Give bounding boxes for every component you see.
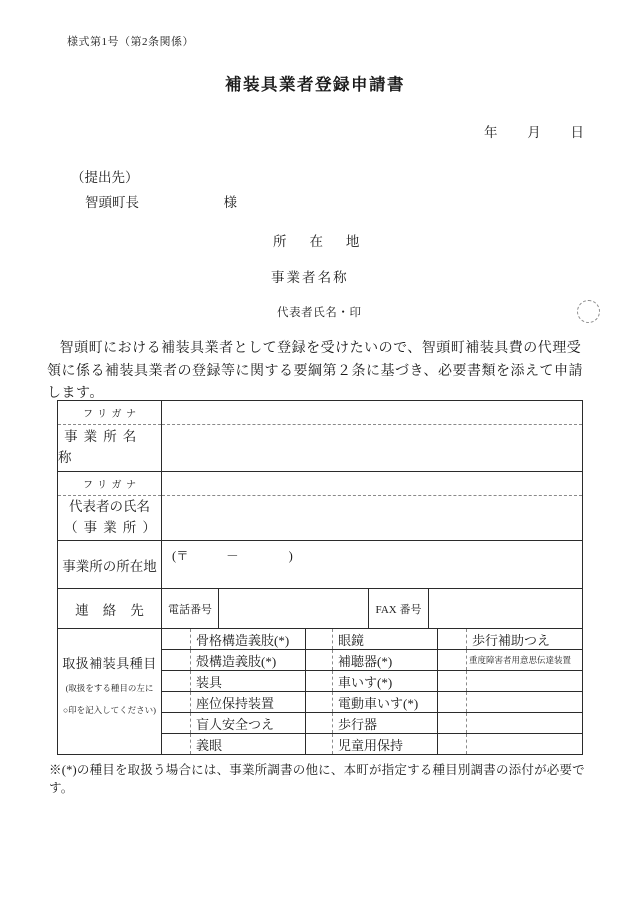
representative-name-input-cell bbox=[162, 472, 582, 540]
addressee-line bbox=[85, 191, 237, 211]
items-column-3 bbox=[438, 629, 582, 754]
item-row bbox=[306, 650, 437, 671]
office-name-furigana-input[interactable] bbox=[162, 401, 582, 425]
fax-label: FAX 番号 bbox=[369, 589, 429, 628]
item-mark-cell[interactable] bbox=[438, 692, 467, 712]
item-row bbox=[306, 692, 437, 713]
honorific-label: 様 bbox=[223, 195, 237, 210]
item-mark-cell[interactable] bbox=[162, 671, 191, 691]
item-row bbox=[438, 650, 582, 671]
representative-name-row bbox=[58, 472, 582, 541]
item-row bbox=[306, 671, 437, 692]
mayor-name: 智頭町長 bbox=[85, 195, 139, 210]
item-row bbox=[438, 629, 582, 650]
representative-seal-label: 代表者氏名・印 bbox=[277, 307, 362, 319]
item-label: 眼鏡 bbox=[338, 632, 365, 648]
item-mark-cell[interactable] bbox=[306, 713, 333, 733]
office-address-input[interactable] bbox=[162, 541, 582, 588]
item-label: 骨格構造義肢(*) bbox=[196, 632, 290, 648]
item-mark-cell[interactable] bbox=[438, 671, 467, 691]
fax-input[interactable] bbox=[429, 589, 582, 628]
item-row bbox=[162, 734, 305, 754]
representative-name-label-line2: （事業所） bbox=[64, 520, 162, 535]
item-label: 電動車いす(*) bbox=[338, 695, 419, 711]
item-mark-cell[interactable] bbox=[438, 734, 467, 754]
item-row bbox=[162, 671, 305, 692]
item-mark-cell[interactable] bbox=[306, 671, 333, 691]
seal-stamp-placeholder-icon bbox=[577, 300, 600, 323]
office-name-input[interactable] bbox=[162, 425, 582, 471]
item-row bbox=[162, 692, 305, 713]
item-row bbox=[438, 671, 582, 692]
asterisk-footnote: ※(*)の種目を取扱う場合には、事業所調書の他に、本町が指定する種目別調書の添付が必要です。 bbox=[49, 763, 585, 795]
items-column-1 bbox=[162, 629, 306, 754]
applicant-business-name-label: 事業者名称 bbox=[271, 270, 349, 285]
item-label: 装具 bbox=[196, 674, 223, 690]
item-label: 車いす(*) bbox=[338, 674, 393, 690]
item-label bbox=[467, 713, 582, 733]
item-row bbox=[306, 734, 437, 754]
item-mark-cell[interactable] bbox=[306, 629, 333, 649]
item-label: 児童用保持 bbox=[338, 737, 404, 753]
date-line bbox=[484, 121, 584, 141]
item-mark-cell[interactable] bbox=[438, 629, 467, 649]
contact-label: 連絡先 bbox=[58, 589, 162, 628]
item-row bbox=[438, 734, 582, 754]
item-row bbox=[162, 650, 305, 671]
items-grid bbox=[162, 629, 582, 754]
item-row bbox=[306, 629, 437, 650]
item-mark-cell[interactable] bbox=[162, 734, 191, 754]
phone-label: 電話番号 bbox=[162, 589, 219, 628]
item-mark-cell[interactable] bbox=[306, 692, 333, 712]
item-row bbox=[438, 692, 582, 713]
representative-name-input[interactable] bbox=[162, 496, 582, 540]
application-table bbox=[57, 400, 583, 755]
office-address-label: 事業所の所在地 bbox=[62, 558, 157, 574]
office-name-row bbox=[58, 401, 582, 472]
item-label: 座位保持装置 bbox=[196, 695, 275, 711]
office-name-label-cell bbox=[58, 401, 162, 471]
item-mark-cell[interactable] bbox=[438, 650, 467, 670]
item-label bbox=[467, 692, 582, 712]
item-label: 重度障害者用意思伝達装置 bbox=[469, 655, 572, 665]
representative-name-furigana-input[interactable] bbox=[162, 472, 582, 496]
items-note-line1: (取扱をする種目の左に bbox=[65, 683, 154, 693]
item-mark-cell[interactable] bbox=[162, 713, 191, 733]
furigana-label: フリガナ bbox=[58, 472, 161, 496]
item-label bbox=[467, 671, 582, 691]
item-label bbox=[467, 734, 582, 754]
office-address-row bbox=[58, 541, 582, 589]
item-row bbox=[438, 713, 582, 734]
date-day-label: 日 bbox=[570, 125, 584, 140]
applicant-address-label: 所在地 bbox=[273, 234, 383, 249]
item-label: 義眼 bbox=[196, 737, 223, 753]
date-month-label: 月 bbox=[527, 125, 541, 140]
representative-name-label-cell bbox=[58, 472, 162, 540]
item-label: 盲人安全つえ bbox=[196, 716, 275, 732]
contact-row bbox=[58, 589, 582, 629]
item-row bbox=[162, 713, 305, 734]
item-row bbox=[306, 713, 437, 734]
form-number: 様式第1号（第2条関係） bbox=[67, 36, 194, 48]
postal-code-mark: (〒 － ) bbox=[172, 549, 293, 563]
item-row bbox=[162, 629, 305, 650]
item-mark-cell[interactable] bbox=[306, 734, 333, 754]
item-label: 歩行補助つえ bbox=[472, 632, 551, 648]
office-name-label: 事業所名称 bbox=[58, 429, 143, 465]
phone-input[interactable] bbox=[219, 589, 369, 628]
item-mark-cell[interactable] bbox=[162, 692, 191, 712]
date-year-label: 年 bbox=[484, 125, 498, 140]
items-row bbox=[58, 629, 582, 754]
items-note-line2: ○印を記入してください) bbox=[63, 705, 156, 715]
page-title: 補装具業者登録申請書 bbox=[225, 75, 405, 94]
items-section-label-cell bbox=[58, 629, 162, 754]
items-column-2 bbox=[306, 629, 438, 754]
item-label: 殻構造義肢(*) bbox=[196, 653, 277, 669]
item-label: 歩行器 bbox=[338, 716, 378, 732]
office-name-input-cell bbox=[162, 401, 582, 471]
representative-name-label-line1: 代表者の氏名 bbox=[69, 499, 150, 515]
item-mark-cell[interactable] bbox=[162, 629, 191, 649]
items-section-label: 取扱補装具種目 bbox=[62, 656, 157, 671]
item-mark-cell[interactable] bbox=[162, 650, 191, 670]
application-statement: 智頭町における補装具業者として登録を受けたいので、智頭町補装具費の代理受領に係る補装具業者の登録等に関する要綱第２条に基づき、必要書類を添えて申請します。 bbox=[47, 341, 583, 402]
furigana-label: フリガナ bbox=[58, 401, 161, 425]
item-mark-cell[interactable] bbox=[306, 650, 333, 670]
submit-to-label: （提出先） bbox=[71, 170, 139, 185]
item-mark-cell[interactable] bbox=[438, 713, 467, 733]
item-label: 補聴器(*) bbox=[338, 653, 393, 669]
